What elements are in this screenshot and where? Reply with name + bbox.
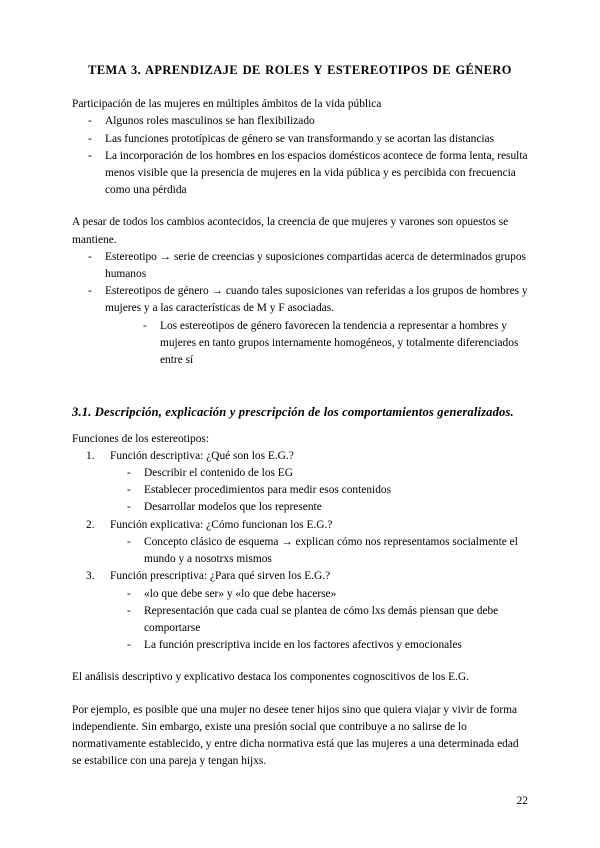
list-number-marker: 2. [86,518,95,531]
dash-bullet-icon: - [127,535,131,548]
list-item-text: Describir el contenido de los EG [144,467,293,480]
dash-bullet-icon: - [127,501,131,514]
list-item-text: Las funciones prototípicas de género se van transformando y se acortan las distancias [105,132,495,145]
dash-bullet-icon: - [127,484,131,497]
dash-bullet-icon: - [127,587,131,600]
list-item-text: Estereotipos de género → cuando tales suposiciones van referidas a los grupos de hombres y mujeres y a las características de M y F asociadas. [105,285,528,315]
list-item [111,534,528,568]
spacer [72,687,528,702]
list-number-marker: 3. [86,570,95,583]
list-item [72,148,528,200]
list-item [111,482,528,499]
list-item [127,318,528,370]
functions-lead-paragraph: Funciones de los estereotipos: [72,432,209,445]
closing-paragraph-1: El análisis descriptivo y explicativo destaca los componentes cognoscitivos de los E.G. [72,671,470,684]
spacer [72,199,528,214]
numbered-list-item [72,517,528,534]
list-item-text: Concepto clásico de esquema → explican cómo nos representamos socialmente el mundo y a nosotrxs mismos [144,535,518,566]
list-item-text: Algunos roles masculinos se han flexibilizado [105,115,315,128]
list-item [111,499,528,516]
function-3-sub-list [111,586,528,655]
list-item [72,283,528,317]
function-1-sub-list [111,465,528,517]
numbered-list-item [72,448,528,465]
intro-bullet-list [72,113,528,199]
closing-paragraph-2: Por ejemplo, es posible que una mujer no desee tener hijos sino que quiera viajar y vivir de forma independiente. Sin embargo, existe una presión social que contribuye a no salirse de lo normativamente establecido, y entre dicha normativa está que las mujeres a una determinada edad se estabilice con una pareja y tengan hijxs. [72,703,519,768]
dash-bullet-icon: - [88,250,92,263]
list-item-text: Representación que cada cual se plantea de cómo lxs demás piensan que debe comportarse [144,604,499,634]
dash-bullet-icon: - [88,132,92,145]
dash-bullet-icon: - [143,319,147,332]
dash-bullet-icon: - [88,115,92,128]
list-item-text: Establecer procedimientos para medir esos contenidos [144,484,392,497]
page-title: TEMA 3. APRENDIZAJE DE ROLES Y ESTEREOTIPOS DE GÉNERO [88,63,512,77]
numbered-list-item-text: Función prescriptiva: ¿Para qué sirven los E.G.? [110,570,331,583]
list-number-marker: 1. [86,449,95,462]
function-2-sub-list [111,534,528,568]
list-item [111,603,528,637]
list-item [111,586,528,603]
list-item-text: Los estereotipos de género favorecen la tendencia a representar a hombres y mujeres en tanto grupos internamente homogéneos, y totalmente diferenciados entre sí [160,319,519,366]
list-item-text: Desarrollar modelos que los represente [144,501,322,514]
dash-bullet-icon: - [127,467,131,480]
dash-bullet-icon: - [127,639,131,652]
numbered-list-item [72,568,528,585]
list-item [72,113,528,130]
intro-lead-paragraph: Participación de las mujeres en múltiples ámbitos de la vida pública [72,98,382,111]
functions-numbered-list [72,448,528,654]
dash-bullet-icon: - [127,604,131,617]
stereotypes-subbullet-list [127,318,528,370]
list-item-text: La función prescriptiva incide en los factores afectivos y emocionales [144,639,462,652]
page-content [72,62,528,770]
dash-bullet-icon: - [88,149,92,162]
page-number: 22 [516,795,528,807]
list-item-text: La incorporación de los hombres en los espacios domésticos acontece de forma lenta, resulta menos visible que la presencia de mujeres en la vida pública y es percibida con frecuencia como una pérdida [105,149,528,197]
dash-bullet-icon: - [88,285,92,298]
stereotypes-lead-paragraph: A pesar de todos los cambios acontecidos, la creencia de que mujeres y varones son opuestos se mantiene. [72,216,509,246]
list-item [72,249,528,283]
list-item-text: «lo que debe ser» y «lo que debe hacerse» [144,587,337,600]
list-item [111,637,528,654]
list-item-text: Estereotipo → serie de creencias y suposiciones compartidas acerca de determinados grupos humanos [105,250,526,280]
section-heading-3-1: 3.1. Descripción, explicación y prescripción de los comportamientos generalizados. [72,405,514,420]
numbered-list-item-text: Función explicativa: ¿Cómo funcionan los E.G.? [110,518,333,531]
numbered-list-item-text: Función descriptiva: ¿Qué son los E.G.? [110,449,294,462]
stereotypes-bullet-list [72,249,528,318]
spacer [72,654,528,669]
list-item [72,131,528,148]
list-item [111,465,528,482]
